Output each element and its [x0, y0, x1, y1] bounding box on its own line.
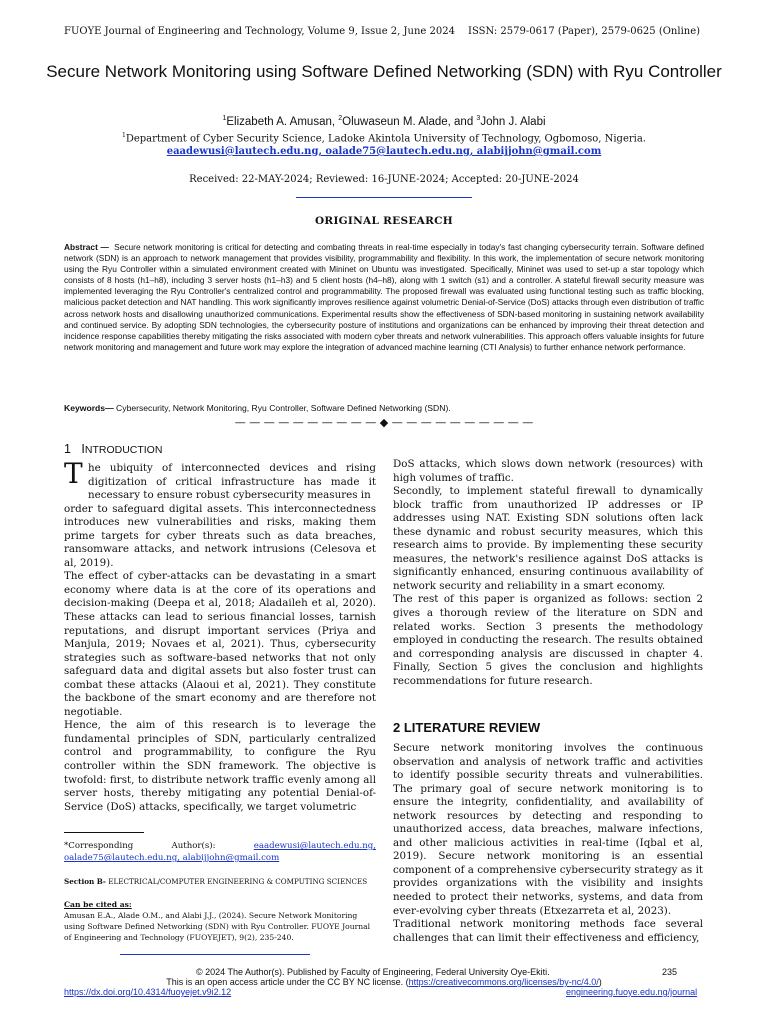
literature-review-body: [393, 742, 703, 945]
keywords: [64, 403, 704, 413]
paragraph: The effect of cyber-attacks can be devastating in a smart economy where data is at the core of its operations and decision-making (Deepa et al, 2018; Aladaileh et al, 2020). These attacks can lead to serious financial losses, tarnish reputations, and disrupt important services (Priya and Manjula, 2019; Novaes et al, 2021). Thus, cybersecurity strategies such as software-based networks that not only safeguard data and digital assets but also foster trust can combat these attacks (Alaoui et al, 2021). They constitute the backbone of the smart economy and are therefore not negotiable.: [64, 570, 376, 718]
author-list: [64, 115, 704, 128]
author-name: John J. Alabi: [480, 115, 546, 128]
affiliation-sup: 1: [122, 132, 126, 139]
paragraph: Secondly, to implement stateful firewall to dynamically block traffic from unauthorized IP addresses or IP addresses using NAT. Existing SDN solutions often lack these dynamic and robust security measures, which this research aims to provide. By implementing these security measures, the network's resilience against DoS attacks is significantly enhanced, ensuring continuous availability of network security and reliability in a smart economy.: [393, 485, 703, 592]
section-title-initial: I: [81, 442, 85, 456]
paragraph: The rest of this paper is organized as follows: section 2 gives a thorough review of the literature on SDN and related works. Section 3 presents the methodology employed in conducting the research. The results obtained and corresponding analysis are discussed in chapter 4. Finally, Section 5 gives the conclusion and highlights recommendations for future research.: [393, 593, 703, 687]
affiliation-text: Department of Cyber Security Science, Ladoke Akintola University of Technology, Ogbomoso, Nigeria.: [125, 133, 646, 145]
author-label: Author(s):: [171, 841, 216, 851]
journal-header: FUOYE Journal of Engineering and Technology, Volume 9, Issue 2, June 2024: [64, 26, 455, 37]
license-link[interactable]: https://creativecommons.org/licenses/by-nc/4.0/: [408, 977, 599, 987]
abstract-text: Secure network monitoring is critical for detecting and combating threats in real-time especially in today's fast changing cybersecurity terrain. Software defined network (SDN) is an approach to network management that provides visibility, programmability and flexibility. In this work, the implementation of secure network monitoring using the Ryu Controller within a simulated environment created with Mininet on Ubuntu was investigated. Specifically, Mininet was used to set-up a star topology which consists of 8 hosts (h1–h8), including 3 server hosts (h1–h3) and 5 client hosts (h4–h8), along with 1 switch (s1) and a controller. A stateful firewall security measure was implemented leveraging the Ryu Controller's centralized control and programmability. The proposed firewall was evaluated using functional testing such as traffic blocking, malicious packet detection and NAT handling. This work significantly improves resilience against volumetric Denial-of-Service (DoS) attacks through even distribution of traffic across network hosts and disallowing unauthorized communications. Experimental results show the effectiveness of SDN-based monitoring in sustaining network availability and continued service. By adopting SDN technologies, the cybersecurity posture of institutions and organizations can be enhanced by improving their threat detection and incidence response capabilities thereby mitigating the risks associated with modern cyber threats and network vulnerabilities. This approach offers valuable insights for future network monitoring and management and future work may explore the integration of advanced machine learning (CTI Analysis) to further enhance network performance.: [64, 242, 704, 352]
corresponding-author-note: [64, 840, 376, 864]
section-separator: — — — — — — — — — — ◆ — — — — — — — — — —: [234, 416, 534, 429]
keywords-text: Cybersecurity, Network Monitoring, Ryu Controller, Software Defined Networking (SDN).: [113, 403, 451, 413]
abstract-label: Abstract —: [64, 242, 109, 252]
column-2-body: [393, 458, 703, 688]
citation-divider: [120, 954, 310, 955]
paragraph: Secure network monitoring involves the continuous observation and analysis of network traffic and activities to identify possible security threats and vulnerabilities. The primary goal of secure network monitoring is to ensure the integrity, confidentiality, and availability of network resources by detecting and responding to unauthorized access, data breaches, malware infections, and other malicious activities in real-time (Iqbal et al, 2019). Secure network monitoring is an essential component of a comprehensive cybersecurity strategy as it provides organizations with the visibility and insights needed to protect their networks, systems, and data from ever-evolving cyber threats (Etxezarreta et al, 2023).: [393, 742, 703, 917]
section-category-text: ELECTRICAL/COMPUTER ENGINEERING & COMPUTING SCIENCES: [105, 877, 368, 886]
license-suffix: ): [598, 977, 602, 987]
column-1-body: [64, 457, 376, 814]
paper-title: Secure Network Monitoring using Software Defined Networking (SDN) with Ryu Controller: [46, 62, 722, 81]
author-name: Oluwaseun M. Alade, and: [342, 115, 477, 128]
affiliation: [64, 132, 704, 144]
author-name: Elizabeth A. Amusan,: [226, 115, 339, 128]
dates-divider: [296, 197, 472, 198]
citation-block: [64, 899, 376, 943]
corresponding-emails-link[interactable]: oalade75@lautech.edu.ng, alabijjohn@gmail.com: [64, 853, 280, 863]
author-sup: 2: [338, 115, 343, 122]
section-category: [64, 877, 394, 886]
drop-cap: T: [64, 457, 83, 490]
paragraph: he ubiquity of interconnected devices and rising digitization of critical infrastructure has made it necessary to ensure robust cybersecurity measures in: [88, 462, 376, 502]
journal-site-link[interactable]: engineering.fuoye.edu.ng/journal: [566, 987, 698, 997]
issn-header: ISSN: 2579-0617 (Paper), 2579-0625 (Online): [468, 26, 701, 37]
license-prefix: This is an open access article under the CC BY NC license. (: [166, 977, 409, 987]
author-emails[interactable]: [64, 146, 704, 157]
paragraph: DoS attacks, which slows down network (resources) with high volumes of traffic.: [393, 458, 703, 484]
section-category-label: Section B-: [64, 877, 106, 886]
paragraph: Traditional network monitoring methods face several challenges that can limit their effectiveness and efficiency,: [393, 918, 703, 944]
section-1-heading: [64, 442, 162, 456]
author-sup: 1: [222, 115, 227, 122]
abstract: [64, 242, 704, 353]
paragraph: Hence, the aim of this research is to leverage the fundamental principles of SDN, particularly centralized control and programmability, to configure the Ryu controller within the SDN framework. The objective is twofold: first, to distribute network traffic evenly among all server hosts, thereby mitigating any potential Denial-of-Service (DoS) attacks, specifically, we target volumetric: [64, 719, 376, 813]
emails-link[interactable]: eaadewusi@lautech.edu.ng, oalade75@lautech.edu.ng, alabijjohn@gmail.com: [166, 146, 602, 157]
page-number: 235: [662, 967, 678, 977]
copyright-notice: © 2024 The Author(s). Published by Faculty of Engineering, Federal University Oye-Ekiti.: [196, 967, 550, 977]
corresponding-email-link[interactable]: eaadewusi@lautech.edu.ng,: [253, 841, 376, 851]
citation-label: Can be cited as:: [64, 900, 132, 909]
license-notice: [64, 977, 704, 987]
submission-dates: Received: 22-MAY-2024; Reviewed: 16-JUNE-2024; Accepted: 20-JUNE-2024: [189, 174, 579, 185]
section-2-heading: 2 LITERATURE REVIEW: [393, 720, 541, 735]
paragraph: order to safeguard digital assets. This interconnectedness introduces new vulnerabilities and risks, making them prime targets for cyber threats such as data breaches, ransomware attacks, and network intrusions (Celesova et al, 2019).: [64, 502, 376, 569]
citation-text: Amusan E.A., Alade O.M., and Alabi J.J., (2024). Secure Network Monitoring using Software Defined Networking (SDN) with Ryu Controller. FUOYE Journal of Engineering and Technology (FUOYEJET), 9(2), 235-240.: [64, 911, 371, 942]
article-type: ORIGINAL RESEARCH: [314, 215, 453, 227]
footnote-divider: [64, 832, 144, 833]
section-number: 1: [64, 442, 71, 456]
corresponding-label: *Corresponding: [64, 841, 134, 851]
doi-link[interactable]: https://dx.doi.org/10.4314/fuoyejet.v9i2.12: [64, 987, 232, 997]
section-title-rest: NTRODUCTION: [84, 444, 163, 456]
keywords-label: Keywords—: [64, 403, 114, 413]
author-sup: 3: [476, 115, 481, 122]
